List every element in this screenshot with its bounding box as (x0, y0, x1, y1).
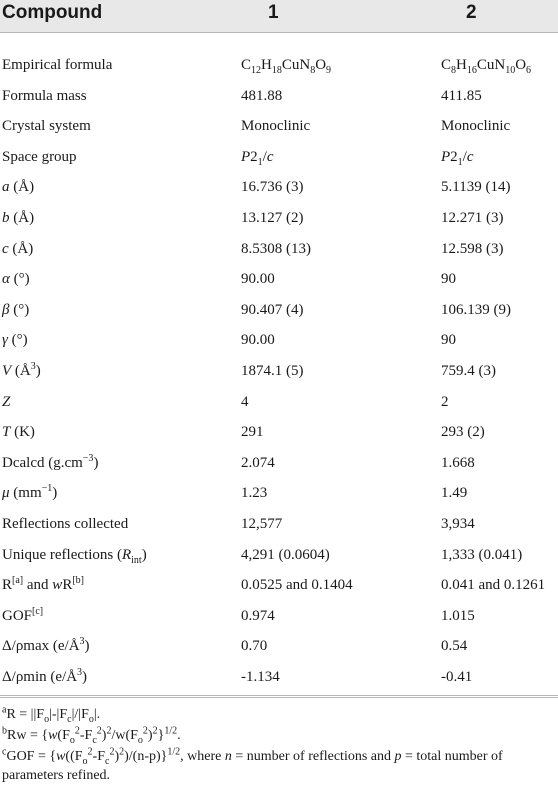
footnote-a: $^aR = ||F_o|-|F_c|/|F_o|$. (2, 704, 101, 725)
table-row (0, 172, 558, 203)
footnote-c: $^cGOF = \{w((F_o^2-F_c^2)^2)/(n-p)\}^{1/2}$, where n = number of reflections and p = total number of parameters refined. (2, 746, 503, 783)
table-row (0, 264, 558, 295)
table-row (0, 356, 558, 387)
row-value-2: 90 (441, 332, 456, 349)
row-label: Reflections collected (2, 516, 129, 532)
row-label: GOF[c] (2, 605, 44, 624)
row-value-2: 2 (441, 393, 449, 410)
table-row (0, 662, 558, 693)
row-label: μ $(mm^{-1})$ (2, 483, 58, 502)
row-value-2: 759.4 (3) (441, 363, 496, 379)
row-label: Crystal system (2, 118, 91, 135)
row-value-2: 293 (2) (441, 424, 485, 441)
table-row (0, 601, 558, 632)
row-value-2: 12.598 (3) (441, 240, 504, 257)
row-label: Empirical formula (2, 57, 113, 73)
row-value-1: $C_{12}H_{18}CuN_8O_9$ (241, 57, 332, 76)
table-row (0, 478, 558, 509)
table-row (0, 417, 558, 448)
row-label: V $(Å^3)$ (2, 361, 41, 379)
row-value-2: 1.015 (441, 607, 475, 624)
row-label: Δ/ρmax $(e/Å^3)$ (2, 636, 90, 655)
row-value-1: 2.074 (241, 454, 275, 471)
row-value-2: 0.041 and 0.1261 (441, 577, 546, 594)
row-value-1: 291 (241, 424, 264, 441)
table-row (0, 570, 558, 601)
row-label: b (Å) (2, 210, 35, 226)
row-value-1: 8.5308 (13) (241, 240, 311, 257)
row-value-2: 12.271 (3) (441, 210, 504, 226)
row-value-2: 3,934 (441, 516, 475, 532)
row-value-2: Monoclinic (441, 118, 511, 135)
header-rule (0, 32, 558, 33)
table-row (0, 448, 558, 479)
table-row (0, 509, 558, 540)
table-row (0, 50, 558, 81)
row-value-1: 1.23 (241, 485, 268, 502)
table-bottom-rule-2 (0, 697, 558, 698)
row-value-1: 13.127 (2) (241, 210, 304, 226)
row-value-2: 1.668 (441, 454, 475, 471)
row-value-2: -0.41 (441, 669, 473, 685)
row-label: Unique reflections $(R_{int})$ (2, 546, 147, 566)
row-label: Δ/ρmin $(e/Å^3)$ (2, 667, 88, 685)
table-header (0, 0, 558, 32)
row-value-2: 411.85 (441, 87, 482, 104)
table-row (0, 325, 558, 356)
table-row (0, 631, 558, 662)
row-value-1: Monoclinic (241, 118, 311, 135)
row-label: Space group (2, 148, 77, 165)
row-label: Dcalcd $(g.cm^{-3})$ (2, 452, 99, 471)
row-label: γ (°) (2, 332, 28, 349)
row-label: R[a] and wR[b] (2, 575, 84, 594)
footnote-b: $^bRw = \{w(F_o^2-F_c^2)^2/w(F_o^2)^2\}^{1/2}$. (2, 725, 181, 746)
row-label: T (K) (2, 424, 35, 441)
row-value-1: $P2_1/c$ (241, 148, 274, 168)
row-label: β (°) (2, 301, 30, 318)
row-label: Formula mass (2, 87, 87, 104)
row-value-2: $P2_1/c$ (441, 148, 474, 168)
row-value-1: 90.00 (241, 332, 275, 349)
row-value-2: 5.1139 (14) (441, 179, 511, 196)
row-value-2: $C_8H_{16}CuN_{10}O_6$ (441, 57, 532, 76)
row-value-2: 106.139 (9) (441, 301, 511, 318)
row-value-2: 1,333 (0.041) (441, 546, 523, 563)
row-value-1: 4,291 (0.0604) (241, 546, 330, 563)
row-label: α (°) (2, 271, 30, 288)
row-value-1: 481.88 (241, 87, 283, 104)
table-row (0, 387, 558, 418)
row-value-1: -1.134 (241, 669, 280, 685)
row-value-1: 4 (241, 393, 249, 410)
row-label: a (Å) (2, 179, 35, 196)
row-label: c (Å) (2, 240, 34, 257)
row-value-1: 12,577 (241, 516, 283, 532)
row-value-2: 90 (441, 271, 456, 288)
header-col-1: 1 (268, 2, 279, 23)
row-value-1: 0.70 (241, 638, 268, 655)
header-compound: Compound (2, 2, 103, 23)
row-label: Z (2, 393, 11, 410)
row-value-1: 90.407 (4) (241, 301, 304, 318)
table-bottom-rule (0, 695, 558, 696)
row-value-1: 0.0525 and 0.1404 (241, 577, 353, 594)
table-row (0, 295, 558, 326)
header-col-2: 2 (466, 2, 477, 23)
table-row (0, 234, 558, 265)
table-row (0, 111, 558, 142)
row-value-2: 0.54 (441, 638, 468, 655)
table-row (0, 203, 558, 234)
row-value-2: 1.49 (441, 485, 468, 502)
row-value-1: 90.00 (241, 271, 275, 288)
table-row (0, 540, 558, 571)
row-value-1: 0.974 (241, 607, 275, 624)
table-row (0, 81, 558, 112)
table-row (0, 142, 558, 173)
row-value-1: 16.736 (3) (241, 179, 304, 196)
row-value-1: 1874.1 (5) (241, 363, 304, 379)
